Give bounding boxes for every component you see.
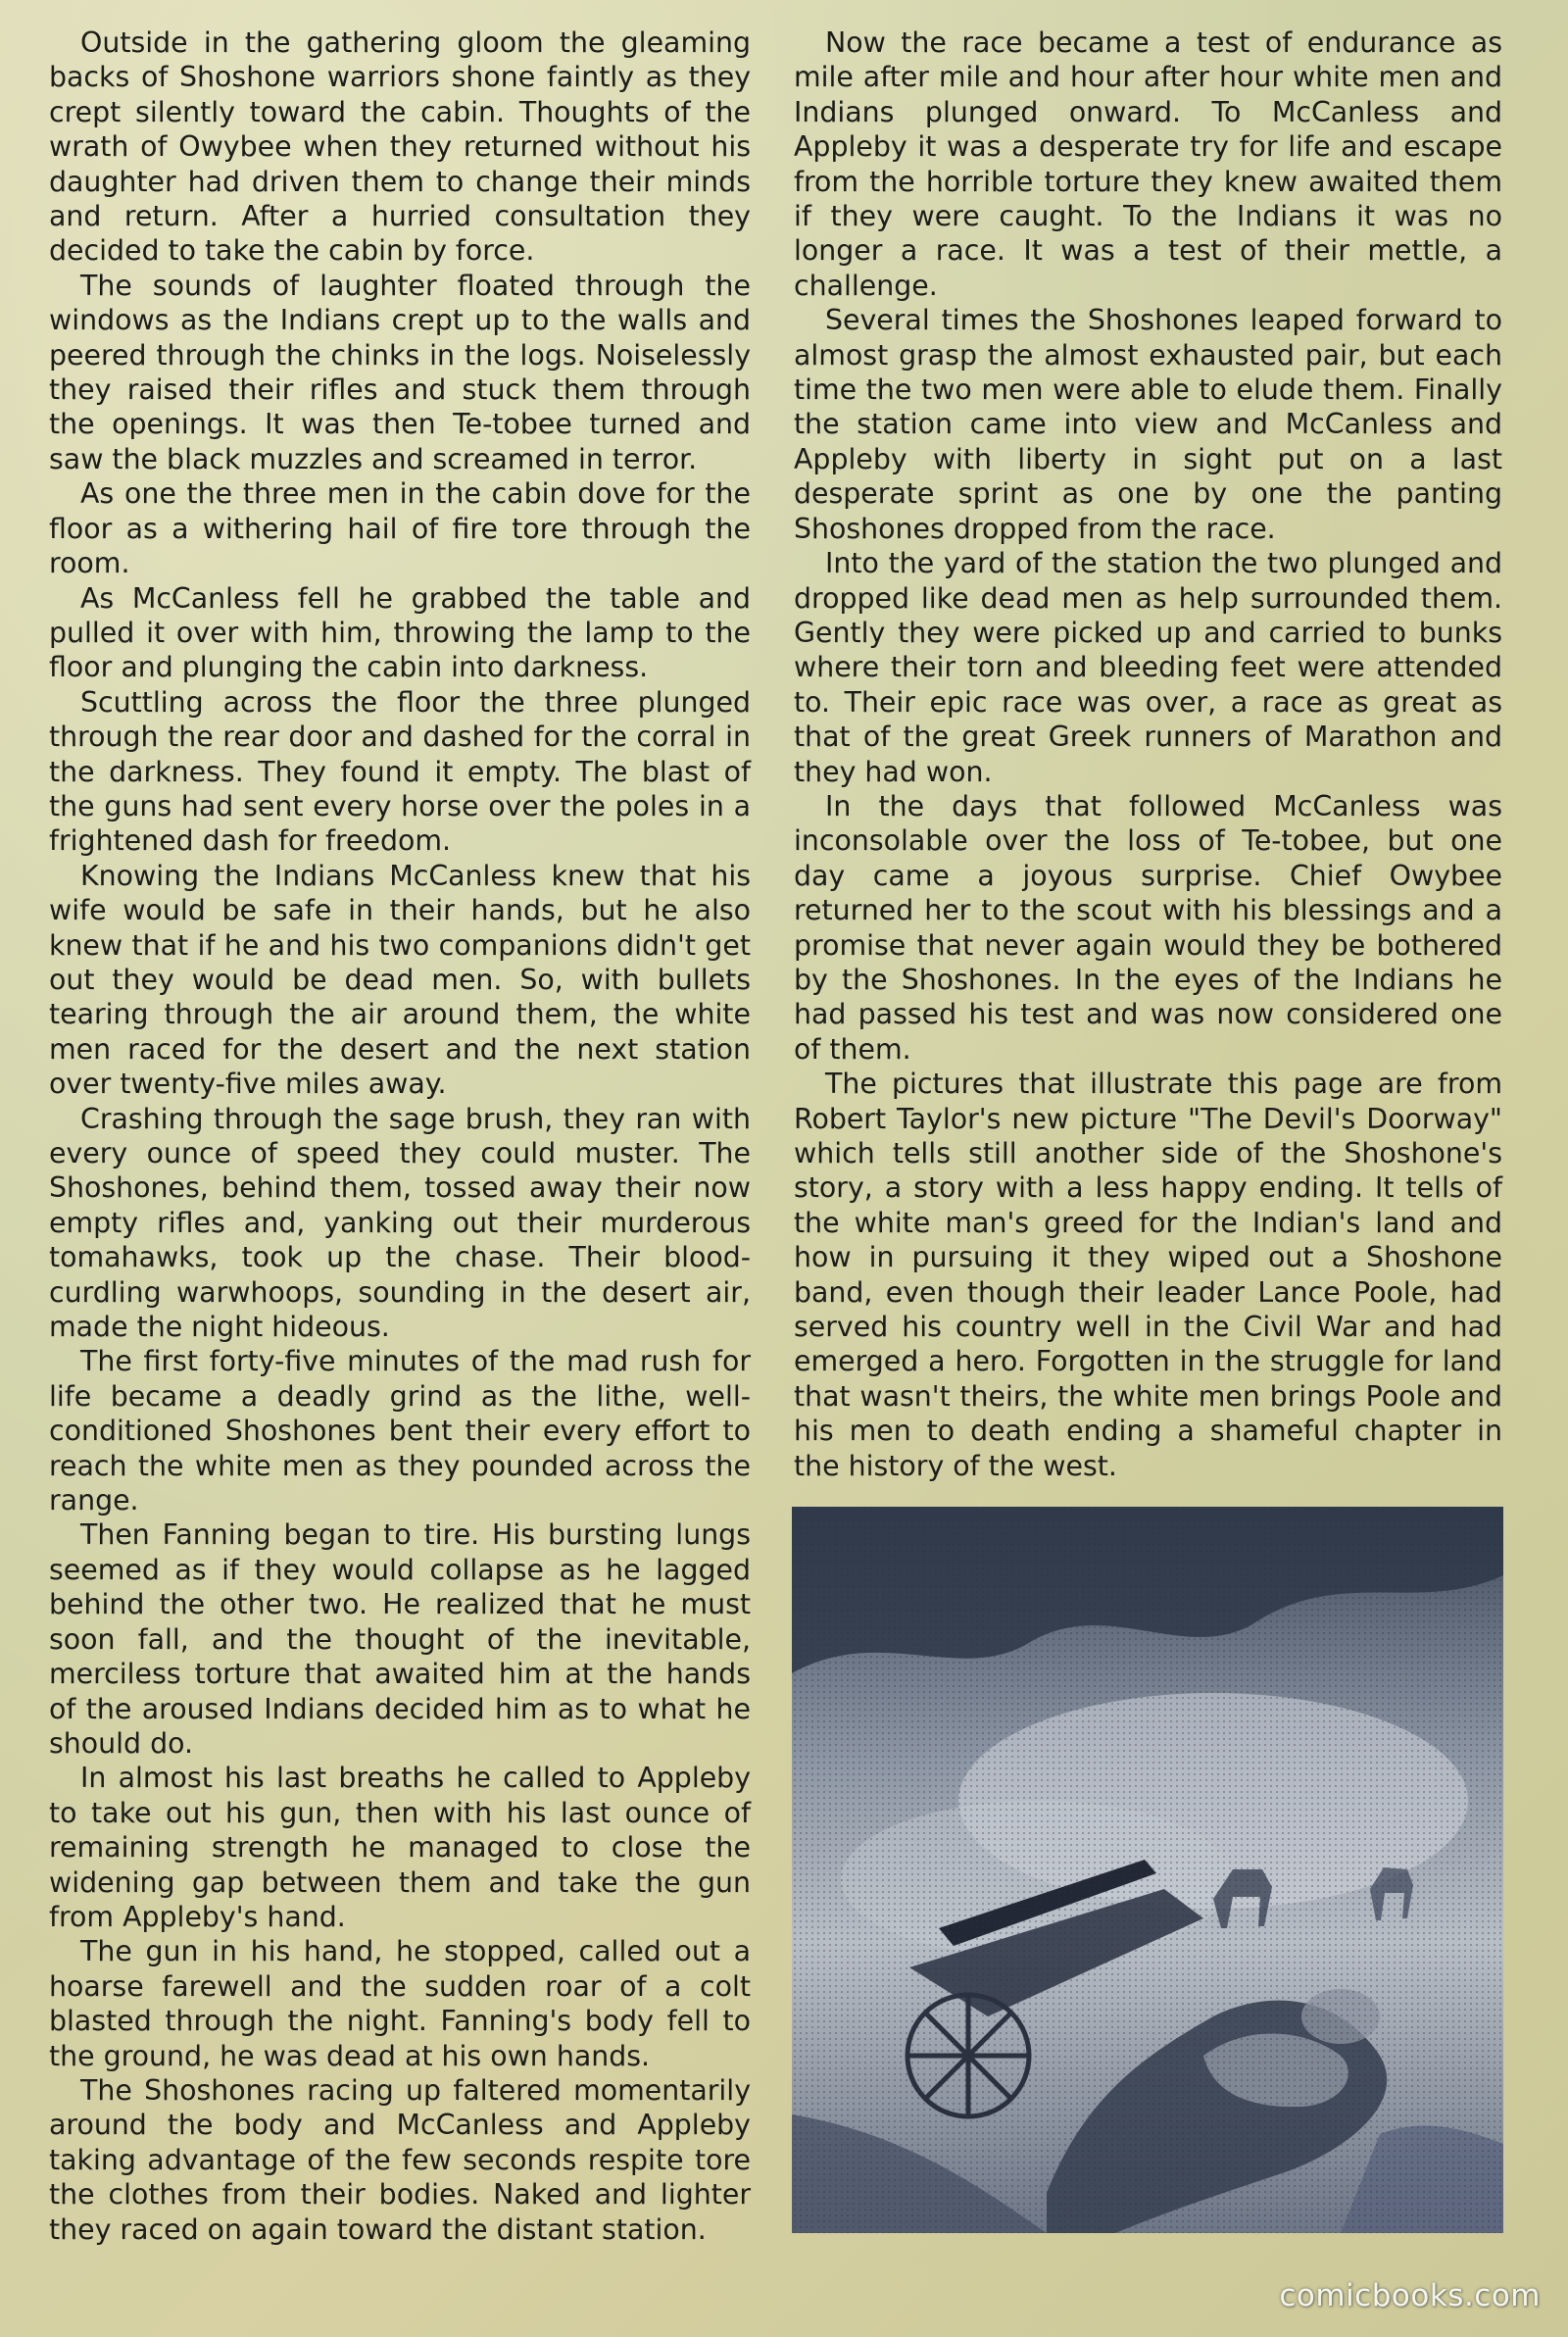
paragraph: The Shoshones racing up faltered momentarily around the body and McCanless and Appleby taking advantage of the few seconds respite tore the clothes from their bodies. Naked and lighter they raced on again toward the distant station. [49, 2073, 751, 2246]
paragraph: As McCanless fell he grabbed the table and pulled it over with him, throwing the lamp to the floor and plunging the cabin into darkness. [49, 581, 751, 684]
left-text-column [49, 25, 751, 2247]
paragraph: In almost his last breaths he called to Appleby to take out his gun, then with his last ounce of remaining strength he managed to close the widening gap between them and take the gun from Appleby's hand. [49, 1762, 751, 1933]
paragraph: The sounds of laughter floated through the windows as the Indians crept up to the walls and peered through the chinks in the logs. Noiselessly they raised their rifles and stuck them through the openings. It was then Te-tobee turned and saw the black muzzles and screamed in terror. [49, 269, 751, 475]
paragraph: In the days that followed McCanless was inconsolable over the loss of Te-tobee, but one day came a joyous surprise. Chief Owybee returned her to the scout with his blessings and a promise that never again would they be bothered by the Shoshones. In the eyes of the Indians he had passed his test and was now considered one of them. [794, 789, 1502, 1066]
paragraph: Several times the Shoshones leaped forward to almost grasp the almost exhausted pair, but each time the two men were able to elude them. Finally the station came into view and McCanless and Appleby with liberty in sight put on a last desperate sprint as one by one the panting Shoshones dropped from the race. [794, 304, 1502, 545]
right-text-column [794, 25, 1502, 1483]
paragraph: Into the yard of the station the two plunged and dropped like dead men as help surrounded them. Gently they were picked up and carried to bunks where their torn and bleeding feet were attended to. Their epic race was over, a race as great as that of the great Greek runners of Marathon and they had won. [794, 547, 1502, 788]
paragraph: Outside in the gathering gloom the gleaming backs of Shoshone warriors shone faintly as they crept silently toward the cabin. Thoughts of the wrath of Owybee when they returned without his daughter had driven them to change their minds and return. After a hurried consultation they decided to take the cabin by force. [49, 26, 751, 268]
paragraph: Now the race became a test of endurance as mile after mile and hour after hour white men and Indians plunged onward. To McCanless and Appleby it was a desperate try for life and escape from the horrible torture they knew awaited them if they were caught. To the Indians it was no longer a race. It was a test of their mettle, a challenge. [794, 26, 1502, 302]
film-still-photo [792, 1507, 1503, 2233]
paragraph: The first forty-five minutes of the mad rush for life became a deadly grind as the lithe, well-conditioned Shoshones bent their every effort to reach the white men as they pounded across the range. [49, 1345, 751, 1517]
paragraph: The pictures that illustrate this page are from Robert Taylor's new picture "The Devil's Doorway" which tells still another side of the Shoshone's story, a story with a less happy ending. It tells of the white man's greed for the Indian's land and how in pursuing it they wiped out a Shoshone band, even though their leader Lance Poole, had served his country well in the Civil War and had emerged a hero. Forgotten in the struggle for land that wasn't theirs, the white men brings Poole and his men to death ending a shameful chapter in the history of the west. [794, 1068, 1502, 1482]
paragraph: As one the three men in the cabin dove for the floor as a withering hail of fire tore through the room. [49, 477, 751, 580]
paragraph: Scuttling across the floor the three plunged through the rear door and dashed for the corral in the darkness. They found it empty. The blast of the guns had sent every horse over the poles in a frightened dash for freedom. [49, 685, 751, 858]
battle-scene-illustration [792, 1507, 1503, 2233]
paragraph: Crashing through the sage brush, they ran with every ounce of speed they could muster. The Shoshones, behind them, tossed away their now empty rifles and, yanking out their murderous tomahawks, took up the chase. Their blood-curdling warwhoops, sounding in the desert air, made the night hideous. [49, 1102, 751, 1344]
paragraph: Then Fanning began to tire. His bursting lungs seemed as if they would collapse as he lagged behind the other two. He realized that he must soon fall, and the thought of the inevitable, merciless torture that awaited him at the hands of the aroused Indians decided him as to what he should do. [49, 1518, 751, 1760]
watermark: comicbooks.com [1279, 2278, 1541, 2313]
paragraph: Knowing the Indians McCanless knew that his wife would be safe in their hands, but he also knew that if he and his two companions didn't get out they would be dead men. So, with bullets tearing through the air around them, the white men raced for the desert and the next station over twenty-five miles away. [49, 859, 751, 1101]
paragraph: The gun in his hand, he stopped, called out a hoarse farewell and the sudden roar of a colt blasted through the night. Fanning's body fell to the ground, he was dead at his own hands. [49, 1935, 751, 2072]
